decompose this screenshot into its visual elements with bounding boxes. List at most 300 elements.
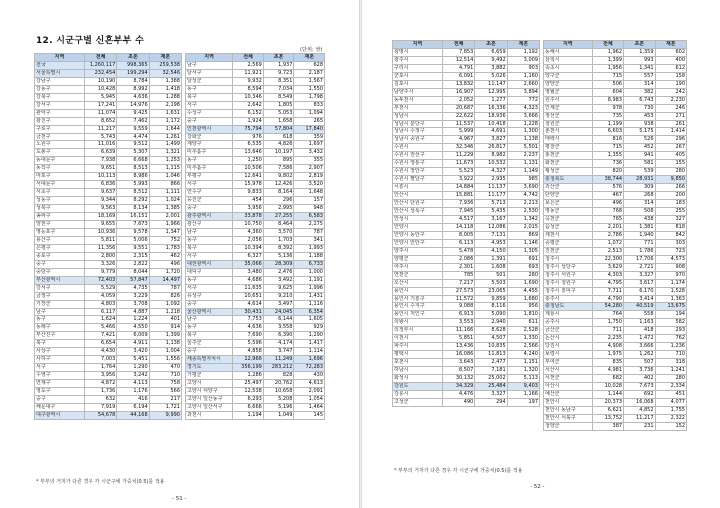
value-cell: 3,558 bbox=[263, 324, 294, 332]
value-cell: 1,736 bbox=[84, 388, 116, 396]
stats-table bbox=[543, 40, 687, 431]
region-cell: 충청남도 bbox=[544, 303, 593, 311]
value-cell: 303 bbox=[655, 239, 686, 247]
column-header: 재혼 bbox=[294, 54, 325, 62]
value-cell: 194 bbox=[655, 311, 686, 319]
value-cell: 4,174 bbox=[263, 340, 294, 348]
region-cell: 중구 bbox=[35, 395, 85, 403]
value-cell: 4,742 bbox=[507, 192, 539, 200]
region-cell: 강서구 bbox=[35, 101, 85, 109]
region-cell: 마포구 bbox=[35, 173, 85, 181]
value-cell: 985 bbox=[507, 176, 539, 184]
value-cell: 6,293 bbox=[233, 395, 264, 403]
table-row bbox=[35, 260, 182, 268]
value-cell: 28,931 bbox=[624, 176, 655, 184]
value-cell: 54,678 bbox=[84, 411, 116, 419]
region-cell: 수영구 bbox=[35, 372, 85, 380]
value-cell: 2,334 bbox=[655, 382, 686, 390]
value-cell: 772 bbox=[507, 96, 539, 104]
value-cell: 4,059 bbox=[84, 292, 116, 300]
value-cell: 8,986 bbox=[117, 173, 149, 181]
table-row bbox=[186, 61, 325, 69]
value-cell: 5,090 bbox=[475, 311, 507, 319]
region-cell: 영도구 bbox=[35, 388, 85, 396]
value-cell: 3,229 bbox=[117, 292, 149, 300]
value-cell: 970 bbox=[655, 271, 686, 279]
value-cell: 11,217 bbox=[84, 125, 116, 133]
value-cell: 261 bbox=[655, 120, 686, 128]
region-cell: 중구 bbox=[186, 205, 233, 213]
region-cell: 강동구 bbox=[35, 85, 85, 93]
value-cell: 26,817 bbox=[475, 144, 507, 152]
table-row bbox=[544, 311, 687, 319]
value-cell: 1,721 bbox=[149, 403, 181, 411]
table-row bbox=[186, 85, 325, 93]
table-row bbox=[393, 351, 540, 359]
value-cell: 10,936 bbox=[84, 228, 116, 236]
value-cell: 1,191 bbox=[294, 276, 325, 284]
value-cell: 6,836 bbox=[84, 181, 116, 189]
region-cell: 부천시 bbox=[393, 104, 443, 112]
footnote: * 부부의 거처가 다른 경우 각 시군구에 가중치(0.5)를 적용 bbox=[36, 479, 165, 485]
value-cell: 5,113 bbox=[507, 375, 539, 383]
value-cell: 710 bbox=[149, 372, 181, 380]
value-cell: 3,414 bbox=[624, 295, 655, 303]
stats-table bbox=[392, 40, 540, 407]
value-cell: 1,624 bbox=[84, 316, 116, 324]
region-cell: 동구 bbox=[186, 324, 233, 332]
value-cell: 1,605 bbox=[294, 316, 325, 324]
region-cell: 청주시 bbox=[544, 255, 593, 263]
value-cell: 18,936 bbox=[475, 112, 507, 120]
value-cell: 771 bbox=[624, 239, 655, 247]
region-cell: 서천군 bbox=[544, 375, 593, 383]
value-cell: 1,956 bbox=[592, 64, 623, 72]
value-cell: 4,791 bbox=[442, 64, 474, 72]
region-cell: 옹진군 bbox=[186, 197, 233, 205]
value-cell: 1,115 bbox=[149, 165, 181, 173]
table-row bbox=[186, 228, 325, 236]
value-cell: 692 bbox=[624, 390, 655, 398]
value-cell: 27,255 bbox=[263, 213, 294, 221]
value-cell: 1,224 bbox=[117, 316, 149, 324]
table-row bbox=[544, 335, 687, 343]
value-cell: 1,046 bbox=[149, 173, 181, 181]
value-cell: 7,217 bbox=[442, 279, 474, 287]
table-row bbox=[186, 268, 325, 276]
value-cell: 1,151 bbox=[507, 359, 539, 367]
value-cell: 3,827 bbox=[475, 136, 507, 144]
region-cell: 논산시 bbox=[544, 335, 593, 343]
region-cell: 서산시 bbox=[544, 367, 593, 375]
value-cell: 382 bbox=[624, 88, 655, 96]
table-row bbox=[35, 77, 182, 85]
value-cell: 32,346 bbox=[442, 144, 474, 152]
value-cell: 758 bbox=[149, 380, 181, 388]
table-row bbox=[393, 375, 540, 383]
value-cell: 602 bbox=[655, 48, 686, 56]
value-cell: 691 bbox=[507, 255, 539, 263]
table-row bbox=[35, 133, 182, 141]
value-cell: 17,706 bbox=[624, 255, 655, 263]
value-cell: 18,169 bbox=[84, 213, 116, 221]
region-cell: 고양시 일산동구 bbox=[186, 395, 233, 403]
value-cell: 3,736 bbox=[624, 367, 655, 375]
value-cell: 2,786 bbox=[592, 231, 623, 239]
table-row bbox=[393, 192, 540, 200]
value-cell: 9,512 bbox=[117, 141, 149, 149]
region-cell: 울주군 bbox=[186, 340, 233, 348]
value-cell: 1,550 bbox=[294, 85, 325, 93]
value-cell: 1,399 bbox=[592, 56, 623, 64]
value-cell: 11,217 bbox=[624, 414, 655, 422]
region-cell: 안산시 bbox=[393, 192, 443, 200]
value-cell: 682 bbox=[592, 375, 623, 383]
region-cell: 사상구 bbox=[35, 348, 85, 356]
value-cell: 5,993 bbox=[117, 181, 149, 189]
table-row bbox=[544, 88, 687, 96]
value-cell: 818 bbox=[655, 223, 686, 231]
value-cell: 4,614 bbox=[233, 300, 264, 308]
value-cell: 1,288 bbox=[149, 93, 181, 101]
value-cell: 4,430 bbox=[84, 348, 116, 356]
table-row bbox=[35, 292, 182, 300]
value-cell: 557 bbox=[624, 72, 655, 80]
value-cell: 16,068 bbox=[624, 398, 655, 406]
value-cell: 296 bbox=[655, 136, 686, 144]
value-cell: 12,426 bbox=[263, 181, 294, 189]
region-cell: 충주시 bbox=[544, 295, 593, 303]
value-cell: 232,454 bbox=[84, 69, 116, 77]
value-cell: 4,803 bbox=[84, 300, 116, 308]
value-cell: 10,532 bbox=[475, 160, 507, 168]
table-row bbox=[393, 128, 540, 136]
table-row bbox=[544, 367, 687, 375]
region-cell: 오산시 bbox=[393, 279, 443, 287]
value-cell: 5,175 bbox=[624, 128, 655, 136]
value-cell: 8,513 bbox=[117, 165, 149, 173]
region-cell: 강화군 bbox=[186, 133, 233, 141]
value-cell: 612 bbox=[655, 64, 686, 72]
value-cell: 764 bbox=[592, 311, 623, 319]
value-cell: 1,750 bbox=[592, 319, 623, 327]
value-cell: 5,501 bbox=[507, 144, 539, 152]
value-cell: 17,840 bbox=[294, 125, 325, 133]
value-cell: 25,497 bbox=[233, 380, 264, 388]
value-cell: 12,086 bbox=[475, 223, 507, 231]
table-row bbox=[544, 48, 687, 56]
table-row bbox=[544, 160, 687, 168]
value-cell: 22,622 bbox=[442, 112, 474, 120]
value-cell: 8,464 bbox=[263, 221, 294, 229]
value-cell: 1,472 bbox=[624, 335, 655, 343]
value-cell: 1,359 bbox=[624, 48, 655, 56]
value-cell: 3,009 bbox=[507, 56, 539, 64]
region-cell: 서구 bbox=[186, 252, 233, 260]
table-row bbox=[544, 72, 687, 80]
region-cell: 영등포구 bbox=[35, 228, 85, 236]
region-cell: 양양군 bbox=[544, 80, 593, 88]
value-cell: 6,659 bbox=[475, 48, 507, 56]
value-cell: 1,163 bbox=[624, 319, 655, 327]
value-cell: 8,982 bbox=[475, 152, 507, 160]
value-cell: 8,351 bbox=[263, 77, 294, 85]
region-cell: 남양주시 bbox=[393, 88, 443, 96]
column-header: 초혼 bbox=[117, 54, 149, 62]
table-row bbox=[393, 208, 540, 216]
table-row bbox=[186, 364, 325, 372]
value-cell: 5,136 bbox=[263, 252, 294, 260]
region-cell: 은평구 bbox=[35, 244, 85, 252]
value-cell: 833 bbox=[294, 101, 325, 109]
table-row bbox=[544, 327, 687, 335]
value-cell: 508 bbox=[624, 208, 655, 216]
region-cell: 동구 bbox=[35, 316, 85, 324]
value-cell: 9,344 bbox=[84, 197, 116, 205]
value-cell: 6,144 bbox=[263, 316, 294, 324]
value-cell: 4,240 bbox=[507, 351, 539, 359]
region-cell: 구리시 bbox=[393, 64, 443, 72]
table-row bbox=[35, 236, 182, 244]
region-cell: 안산시 상록구 bbox=[393, 208, 443, 216]
value-cell: 2,198 bbox=[149, 101, 181, 109]
region-cell: 남구 bbox=[186, 61, 233, 69]
value-cell: 3,894 bbox=[507, 88, 539, 96]
value-cell: 2,275 bbox=[294, 221, 325, 229]
value-cell: 956 bbox=[507, 303, 539, 311]
table-row bbox=[186, 308, 325, 316]
value-cell: 1,261 bbox=[149, 133, 181, 141]
column-header: 지역 bbox=[393, 41, 443, 49]
value-cell: 280 bbox=[655, 375, 686, 383]
value-cell: 3,242 bbox=[117, 372, 149, 380]
table-header-row bbox=[544, 41, 687, 49]
region-cell: 용인시 처인구 bbox=[393, 311, 443, 319]
region-cell: 강서구 bbox=[35, 284, 85, 292]
value-cell: 2,052 bbox=[442, 96, 474, 104]
value-cell: 6,913 bbox=[442, 311, 474, 319]
value-cell: 3,666 bbox=[624, 343, 655, 351]
value-cell: 978 bbox=[592, 104, 623, 112]
table-row bbox=[544, 176, 687, 184]
region-cell: 철원군 bbox=[544, 120, 593, 128]
value-cell: 401 bbox=[149, 316, 181, 324]
table-row bbox=[393, 48, 540, 56]
region-cell: 춘천시 bbox=[544, 128, 593, 136]
region-cell: 진천군 bbox=[544, 247, 593, 255]
value-cell: 405 bbox=[655, 152, 686, 160]
value-cell: 2,721 bbox=[624, 263, 655, 271]
value-cell: 16,907 bbox=[442, 88, 474, 96]
value-cell: 451 bbox=[655, 390, 686, 398]
region-cell: 양주시 bbox=[393, 247, 443, 255]
table-row bbox=[393, 263, 540, 271]
value-cell: 231 bbox=[624, 422, 655, 430]
table-row bbox=[544, 112, 687, 120]
region-cell: 동구 bbox=[186, 85, 233, 93]
region-cell: 유성구 bbox=[186, 292, 233, 300]
table-row bbox=[544, 255, 687, 263]
value-cell: 11,074 bbox=[84, 109, 116, 117]
table-row bbox=[35, 276, 182, 284]
region-cell: 이천시 bbox=[393, 335, 443, 343]
value-cell: 10,418 bbox=[475, 120, 507, 128]
value-cell: 7,711 bbox=[592, 287, 623, 295]
table-row bbox=[393, 120, 540, 128]
table-row bbox=[35, 149, 182, 157]
region-cell: 중구 bbox=[186, 117, 233, 125]
table-row bbox=[544, 398, 687, 406]
table-row bbox=[393, 200, 540, 208]
column-header: 재혼 bbox=[507, 41, 539, 49]
value-cell: 1,111 bbox=[149, 189, 181, 197]
region-cell: 수성구 bbox=[186, 109, 233, 117]
value-cell: 1,924 bbox=[233, 117, 264, 125]
table-row bbox=[544, 271, 687, 279]
value-cell: 3,492 bbox=[263, 276, 294, 284]
value-cell: 5,503 bbox=[475, 279, 507, 287]
value-cell: 2,213 bbox=[507, 200, 539, 208]
value-cell: 11,572 bbox=[442, 295, 474, 303]
value-cell: 197 bbox=[507, 398, 539, 406]
value-cell: 765 bbox=[592, 215, 623, 223]
value-cell: 4,691 bbox=[475, 128, 507, 136]
value-cell: 10,506 bbox=[233, 165, 264, 173]
value-cell: 1,286 bbox=[233, 372, 264, 380]
value-cell: 9,551 bbox=[117, 244, 149, 252]
region-cell: 남구 bbox=[186, 228, 233, 236]
value-cell: 57,804 bbox=[263, 125, 294, 133]
value-cell: 3,432 bbox=[294, 149, 325, 157]
value-cell: 5,713 bbox=[475, 200, 507, 208]
value-cell: 23,065 bbox=[475, 287, 507, 295]
footnote: * 부부의 거처가 다른 경우 각 시군구에 가중치(0.5)를 적용 bbox=[394, 468, 523, 474]
column-header: 재혼 bbox=[149, 54, 181, 62]
table-row bbox=[393, 319, 540, 327]
value-cell: 787 bbox=[294, 228, 325, 236]
value-cell: 604 bbox=[592, 88, 623, 96]
value-cell: 14,976 bbox=[117, 101, 149, 109]
table-row bbox=[393, 96, 540, 104]
value-cell: 1,975 bbox=[592, 351, 623, 359]
region-cell: 공주시 bbox=[544, 319, 593, 327]
region-cell: 당진시 bbox=[544, 343, 593, 351]
value-cell: 3,617 bbox=[624, 279, 655, 287]
value-cell: 15,881 bbox=[442, 192, 474, 200]
value-cell: 1,131 bbox=[507, 160, 539, 168]
region-cell: 광주시 bbox=[393, 56, 443, 64]
value-cell: 1,024 bbox=[149, 197, 181, 205]
table-row bbox=[544, 152, 687, 160]
region-cell: 동두천시 bbox=[393, 96, 443, 104]
table-row bbox=[35, 125, 182, 133]
region-cell: 의왕시 bbox=[393, 319, 443, 327]
page-number: - 51 - bbox=[172, 496, 187, 502]
region-cell: 삼척시 bbox=[544, 56, 593, 64]
value-cell: 10,651 bbox=[233, 292, 264, 300]
value-cell: 914 bbox=[149, 324, 181, 332]
table-row bbox=[544, 279, 687, 287]
table-row bbox=[35, 205, 182, 213]
region-cell: 보령시 bbox=[544, 351, 593, 359]
value-cell: 1,218 bbox=[149, 308, 181, 316]
table-row bbox=[35, 228, 182, 236]
value-cell: 9,932 bbox=[233, 77, 264, 85]
value-cell: 3,666 bbox=[507, 112, 539, 120]
value-cell: 6,113 bbox=[442, 239, 474, 247]
value-cell: 33,878 bbox=[233, 213, 264, 221]
table-row bbox=[35, 181, 182, 189]
value-cell: 1,810 bbox=[507, 311, 539, 319]
value-cell: 2,935 bbox=[475, 176, 507, 184]
value-cell: 1,194 bbox=[233, 411, 264, 419]
table-row bbox=[186, 380, 325, 388]
value-cell: 1,786 bbox=[624, 247, 655, 255]
region-cell: 하남시 bbox=[393, 367, 443, 375]
value-cell: 2,940 bbox=[475, 319, 507, 327]
value-cell: 6,194 bbox=[117, 403, 149, 411]
value-cell: 1,049 bbox=[263, 411, 294, 419]
value-cell: 7,753 bbox=[233, 316, 264, 324]
value-cell: 1,236 bbox=[655, 343, 686, 351]
column-header: 초혼 bbox=[475, 41, 507, 49]
table-row bbox=[393, 398, 540, 406]
left-page bbox=[0, 0, 358, 508]
value-cell: 4,887 bbox=[117, 308, 149, 316]
table-row bbox=[393, 335, 540, 343]
value-cell: 1,241 bbox=[655, 367, 686, 375]
region-cell: 서구 bbox=[35, 364, 85, 372]
region-cell: 광주광역시 bbox=[186, 213, 233, 221]
table-row bbox=[186, 260, 325, 268]
value-cell: 2,569 bbox=[233, 61, 264, 69]
value-cell: 11,249 bbox=[263, 356, 294, 364]
table-row bbox=[186, 292, 325, 300]
value-cell: 418 bbox=[624, 327, 655, 335]
value-cell: 8,512 bbox=[117, 189, 149, 197]
value-cell: 1,962 bbox=[592, 48, 623, 56]
region-cell: 남구 bbox=[35, 308, 85, 316]
value-cell: 2,660 bbox=[507, 80, 539, 88]
table-row bbox=[544, 56, 687, 64]
value-cell: 6,009 bbox=[117, 332, 149, 340]
value-cell: 8,134 bbox=[117, 205, 149, 213]
region-cell: 안양시 bbox=[393, 223, 443, 231]
table-row bbox=[35, 189, 182, 197]
value-cell: 17,241 bbox=[84, 101, 116, 109]
value-cell: 496 bbox=[149, 260, 181, 268]
value-cell: 1,330 bbox=[507, 335, 539, 343]
value-cell: 2,235 bbox=[592, 335, 623, 343]
region-cell: 수원시 팔달구 bbox=[393, 176, 443, 184]
value-cell: 526 bbox=[624, 136, 655, 144]
table-row bbox=[393, 223, 540, 231]
region-cell: 수원시 장안구 bbox=[393, 168, 443, 176]
table-row bbox=[186, 205, 325, 213]
value-cell: 10,028 bbox=[592, 382, 623, 390]
value-cell: 454 bbox=[233, 197, 264, 205]
table-row bbox=[544, 120, 687, 128]
value-cell: 4,790 bbox=[592, 295, 623, 303]
value-cell: 10,197 bbox=[263, 149, 294, 157]
region-cell: 제천시 bbox=[544, 231, 593, 239]
value-cell: 582 bbox=[655, 319, 686, 327]
value-cell: 6,170 bbox=[624, 287, 655, 295]
value-cell: 470 bbox=[149, 364, 181, 372]
column-header: 지역 bbox=[35, 54, 85, 62]
value-cell: 2,566 bbox=[507, 343, 539, 351]
value-cell: 632 bbox=[84, 395, 116, 403]
